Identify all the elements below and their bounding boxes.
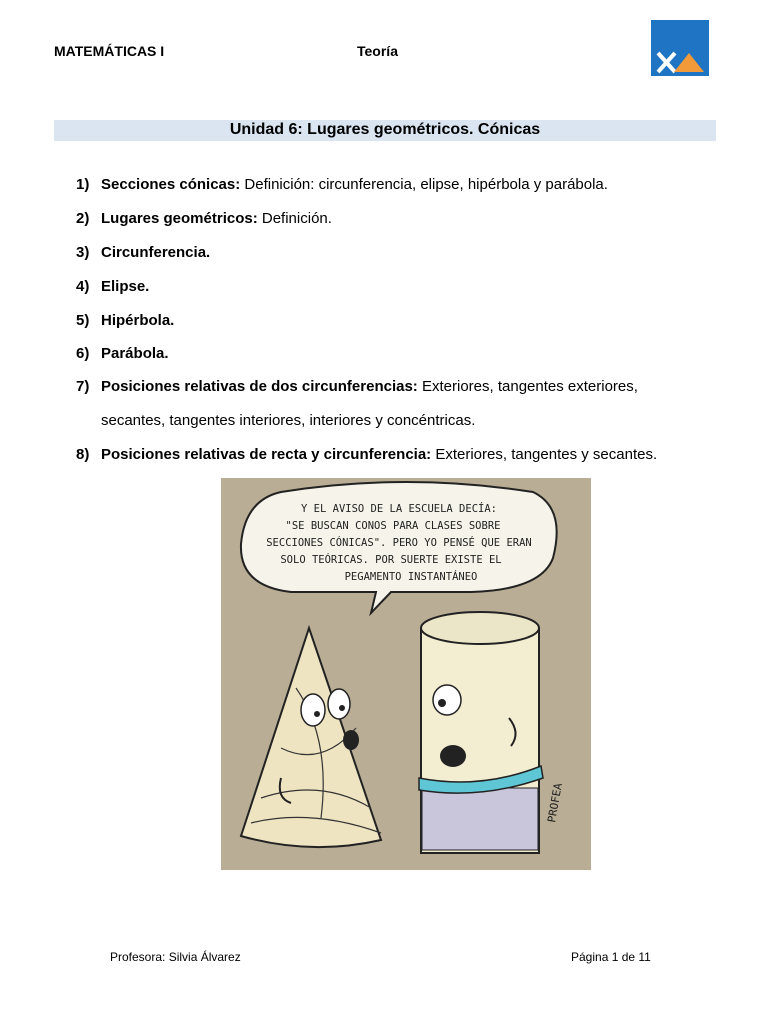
item-number: 7) <box>76 378 90 395</box>
item-number: 5) <box>76 312 90 329</box>
item-text: Exteriores, tangentes exteriores, <box>417 378 638 395</box>
speech-line: SECCIONES CÓNICAS". PERO YO PENSÉ QUE ERAN <box>266 537 532 549</box>
xa-logo <box>651 20 709 76</box>
item-heading: Posiciones relativas de dos circunferencias: <box>101 378 418 395</box>
item-text: Definición. <box>257 210 332 227</box>
item-heading: Posiciones relativas de recta y circunferencia: <box>101 446 432 463</box>
cartoon-signature: PROFEA <box>545 782 565 824</box>
speech-line: PEGAMENTO INSTANTÁNEO <box>344 571 478 583</box>
speech-line: SOLO TEÓRICAS. POR SUERTE EXISTE EL <box>280 554 502 566</box>
speech-line: "SE BUSCAN CONOS PARA CLASES SOBRE <box>285 520 501 532</box>
item-heading: Elipse. <box>101 278 150 295</box>
list-item <box>76 210 332 227</box>
footer-page-number: Página 1 de 11 <box>571 950 651 964</box>
list-item <box>76 176 608 193</box>
item-number: 2) <box>76 210 90 227</box>
header-subject: MATEMÁTICAS I <box>54 43 165 59</box>
item-number: 3) <box>76 244 90 261</box>
item-number: 6) <box>76 345 90 362</box>
list-item <box>76 278 149 295</box>
item-number: 1) <box>76 176 90 193</box>
list-item <box>76 244 210 261</box>
page-title: Unidad 6: Lugares geométricos. Cónicas <box>54 120 716 141</box>
item-heading: Lugares geométricos: <box>101 210 258 227</box>
list-item-continuation: secantes, tangentes interiores, interiores y concéntricas. <box>101 412 476 429</box>
cartoon-image <box>221 478 591 870</box>
item-number: 8) <box>76 446 90 463</box>
list-item <box>76 446 657 463</box>
item-text: Definición: circunferencia, elipse, hipérbola y parábola. <box>240 176 608 193</box>
item-heading: Secciones cónicas: <box>101 176 241 193</box>
list-item <box>76 345 169 362</box>
speech-line: Y EL AVISO DE LA ESCUELA DECÍA: <box>301 503 497 515</box>
cylinder-character <box>419 612 543 853</box>
list-item <box>76 378 638 395</box>
item-text: Exteriores, tangentes y secantes. <box>431 446 658 463</box>
item-heading: Circunferencia. <box>101 244 211 261</box>
footer-teacher: Profesora: Silvia Álvarez <box>110 950 241 964</box>
item-number: 4) <box>76 278 90 295</box>
item-heading: Hipérbola. <box>101 312 175 329</box>
list-item <box>76 312 174 329</box>
header-section: Teoría <box>357 43 398 59</box>
item-heading: Parábola. <box>101 345 169 362</box>
